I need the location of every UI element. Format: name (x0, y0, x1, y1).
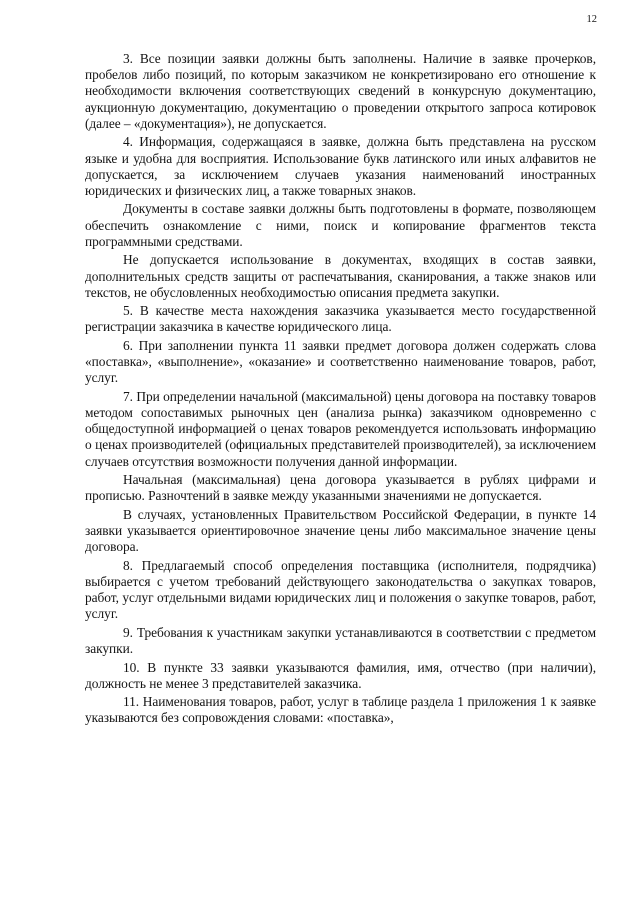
paragraph-protection-means: Не допускается использование в документах, входящих в состав заявки, дополнительных средств защиты от распечатывания, сканирования, а также знаков или текстов, не обусловленных необходимостью описания предмета закупки. (85, 252, 596, 300)
page-number: 12 (586, 14, 597, 25)
paragraph-document-format: Документы в составе заявки должны быть подготовлены в формате, позволяющем обеспечить ознакомление с ними, поиск и копирование фрагментов текста программными средствами. (85, 201, 596, 249)
paragraph-government-cases: В случаях, установленных Правительством Российской Федерации, в пункте 14 заявки указывается ориентировочное значение цены либо максимальное значение цены договора. (85, 506, 596, 555)
paragraph-price-format: Начальная (максимальная) цена договора указывается в рублях цифрами и прописью. Разночтений в заявке между указанными значениями не допускается. (85, 472, 596, 504)
paragraph-item-11: 11. Наименования товаров, работ, услуг в таблице раздела 1 приложения 1 к заявке указываются без сопровождения словами: «поставка», (85, 694, 596, 726)
paragraph-item-9: 9. Требования к участникам закупки устанавливаются в соответствии с предметом закупки. (85, 624, 596, 657)
body-text (85, 51, 596, 729)
paragraph-item-10: 10. В пункте 33 заявки указываются фамилия, имя, отчество (при наличии), должность не менее 3 представителей заказчика. (85, 659, 596, 691)
paragraph-item-5: 5. В качестве места нахождения заказчика указывается место государственной регистрации заказчика в качестве юридического лица. (85, 303, 596, 335)
paragraph-item-3: 3. Все позиции заявки должны быть заполнены. Наличие в заявке прочерков, пробелов либо позиций, по которым заказчиком не конкретизировано его отношение к необходимости включения соответствующих сведений в конкурсную документацию, аукционную документацию, документацию о проведении открытого запроса котировок (далее – «документация»), не допускается. (85, 51, 596, 131)
paragraph-item-6: 6. При заполнении пункта 11 заявки предмет договора должен содержать слова «поставка», «выполнение», «оказание» и соответственно наименование товаров, работ, услуг. (85, 337, 596, 386)
paragraph-item-4: 4. Информация, содержащаяся в заявке, должна быть представлена на русском языке и удобна для восприятия. Использование букв латинского или иных алфавитов не допускается, за исключением случаев указания наименований иностранных юридических и физических лиц, а также товарных знаков. (85, 134, 596, 198)
paragraph-item-8: 8. Предлагаемый способ определения поставщика (исполнителя, подрядчика) выбирается с учетом требований действующего законодательства о закупках товаров, работ, услуг отдельными видами юридических лиц и положения о закупке товаров, работ, услуг. (85, 557, 596, 622)
paragraph-item-7: 7. При определении начальной (максимальной) цены договора на поставку товаров методом сопоставимых рыночных цен (анализа рынка) заказчиком одновременно с общедоступной информацией о ценах товаров рекомендуется использовать информацию о ценах производителей (официальных представителей производителей), за исключением случаев отсутствия возможности получения данной информации. (85, 388, 596, 469)
